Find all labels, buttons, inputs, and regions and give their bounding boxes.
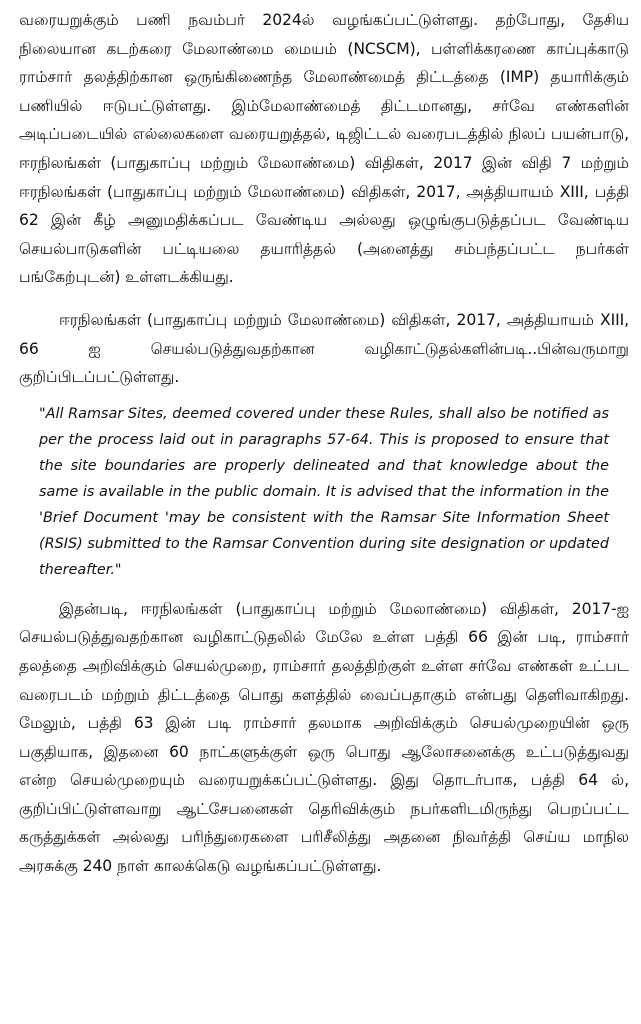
paragraph-imp-preparation: வரையறுக்கும் பணி நவம்பர் 2024ல் வழங்கப்பட்டுள்ளது. தற்போது, தேசிய நிலையான கடற்கரை மேலாண்மை மையம் (NCSCM), பள்ளிக்கரணை காப்புக்காடு ராம்சார் தலத்திற்கான ஒருங்கிணைந்த மேலாண்மைத் திட்டத்தை (IMP) தயாரிக்கும் பணியில் ஈடுபட்டுள்ளது. இம்மேலாண்மைத் திட்டமானது, சர்வே எண்களின் அடிப்படையில் எல்லைகளை வரையறுத்தல், டிஜிட்டல் வரைபடத்தில் நிலப் பயன்பாடு, ஈரநிலங்கள் (பாதுகாப்பு மற்றும் மேலாண்மை) விதிகள், 2017 இன் விதி 7 மற்றும் ஈரநிலங்கள் (பாதுகாப்பு மற்றும் மேலாண்மை) விதிகள், 2017, அத்தியாயம் XIII, பத்தி 62 இன் கீழ் அனுமதிக்கப்பட வேண்டிய அல்லது ஒழுங்குபடுத்தப்பட வேண்டிய செயல்பாடுகளின் பட்டியலை தயாரித்தல் (அனைத்து சம்பந்தப்பட்ட நபர்கள் பங்கேற்புடன்) உள்ளடக்கியது. bbox=[19, 11, 629, 287]
quoted-guideline-text: "All Ramsar Sites, deemed covered under these Rules, shall also be notified as per the process laid out in paragraphs 57-64. This is proposed to ensure that the site boundaries are properly delineated and that knowledge about the same is available in the public domain. It is advised that the information in the 'Brief Document 'may be consistent with the Ramsar Site Information Sheet (RSIS) submitted to the Ramsar Convention during site designation or updated thereafter." bbox=[39, 405, 609, 578]
paragraph-guidelines-reference: ஈரநிலங்கள் (பாதுகாப்பு மற்றும் மேலாண்மை) விதிகள், 2017, அத்தியாயம் XIII, 66 ஐ செயல்படுத்துவதற்கான வழிகாட்டுதல்களின்படி..பின்வருமாறு குறிப்பிடப்பட்டுள்ளது. bbox=[19, 310, 629, 387]
paragraph-notification-process: இதன்படி, ஈரநிலங்கள் (பாதுகாப்பு மற்றும் மேலாண்மை) விதிகள், 2017-ஐ செயல்படுத்துவதற்கான வழிகாட்டுதலில் மேலே உள்ள பத்தி 66 இன் படி, ராம்சார் தலத்தை அறிவிக்கும் செயல்முறை, ராம்சார் தலத்திற்குள் உள்ள சர்வே எண்கள் உட்பட வரைபடம் மற்றும் திட்டத்தை பொது களத்தில் வைப்பதாகும் என்பது தெளிவாகிறது. மேலும், பத்தி 63 இன் படி ராம்சார் தலமாக அறிவிக்கும் செயல்முறையின் ஒரு பகுதியாக, இதனை 60 நாட்களுக்குள் ஒரு பொது ஆலோசனைக்கு உட்படுத்துவது என்ற செயல்முறையும் வரையறுக்கப்பட்டுள்ளது. இது தொடர்பாக, பத்தி 64 ல், குறிப்பிட்டுள்ளவாறு ஆட்சேபனைகள் தெரிவிக்கும் நபர்களிடமிருந்து பெறப்பட்ட கருத்துக்கள் அல்லது பரிந்துரைகளை பரிசீலித்து அதனை நிவர்த்தி செய்ய மாநில அரசுக்கு 240 நாள் காலக்கெடு வழங்கப்பட்டுள்ளது. bbox=[19, 599, 629, 876]
